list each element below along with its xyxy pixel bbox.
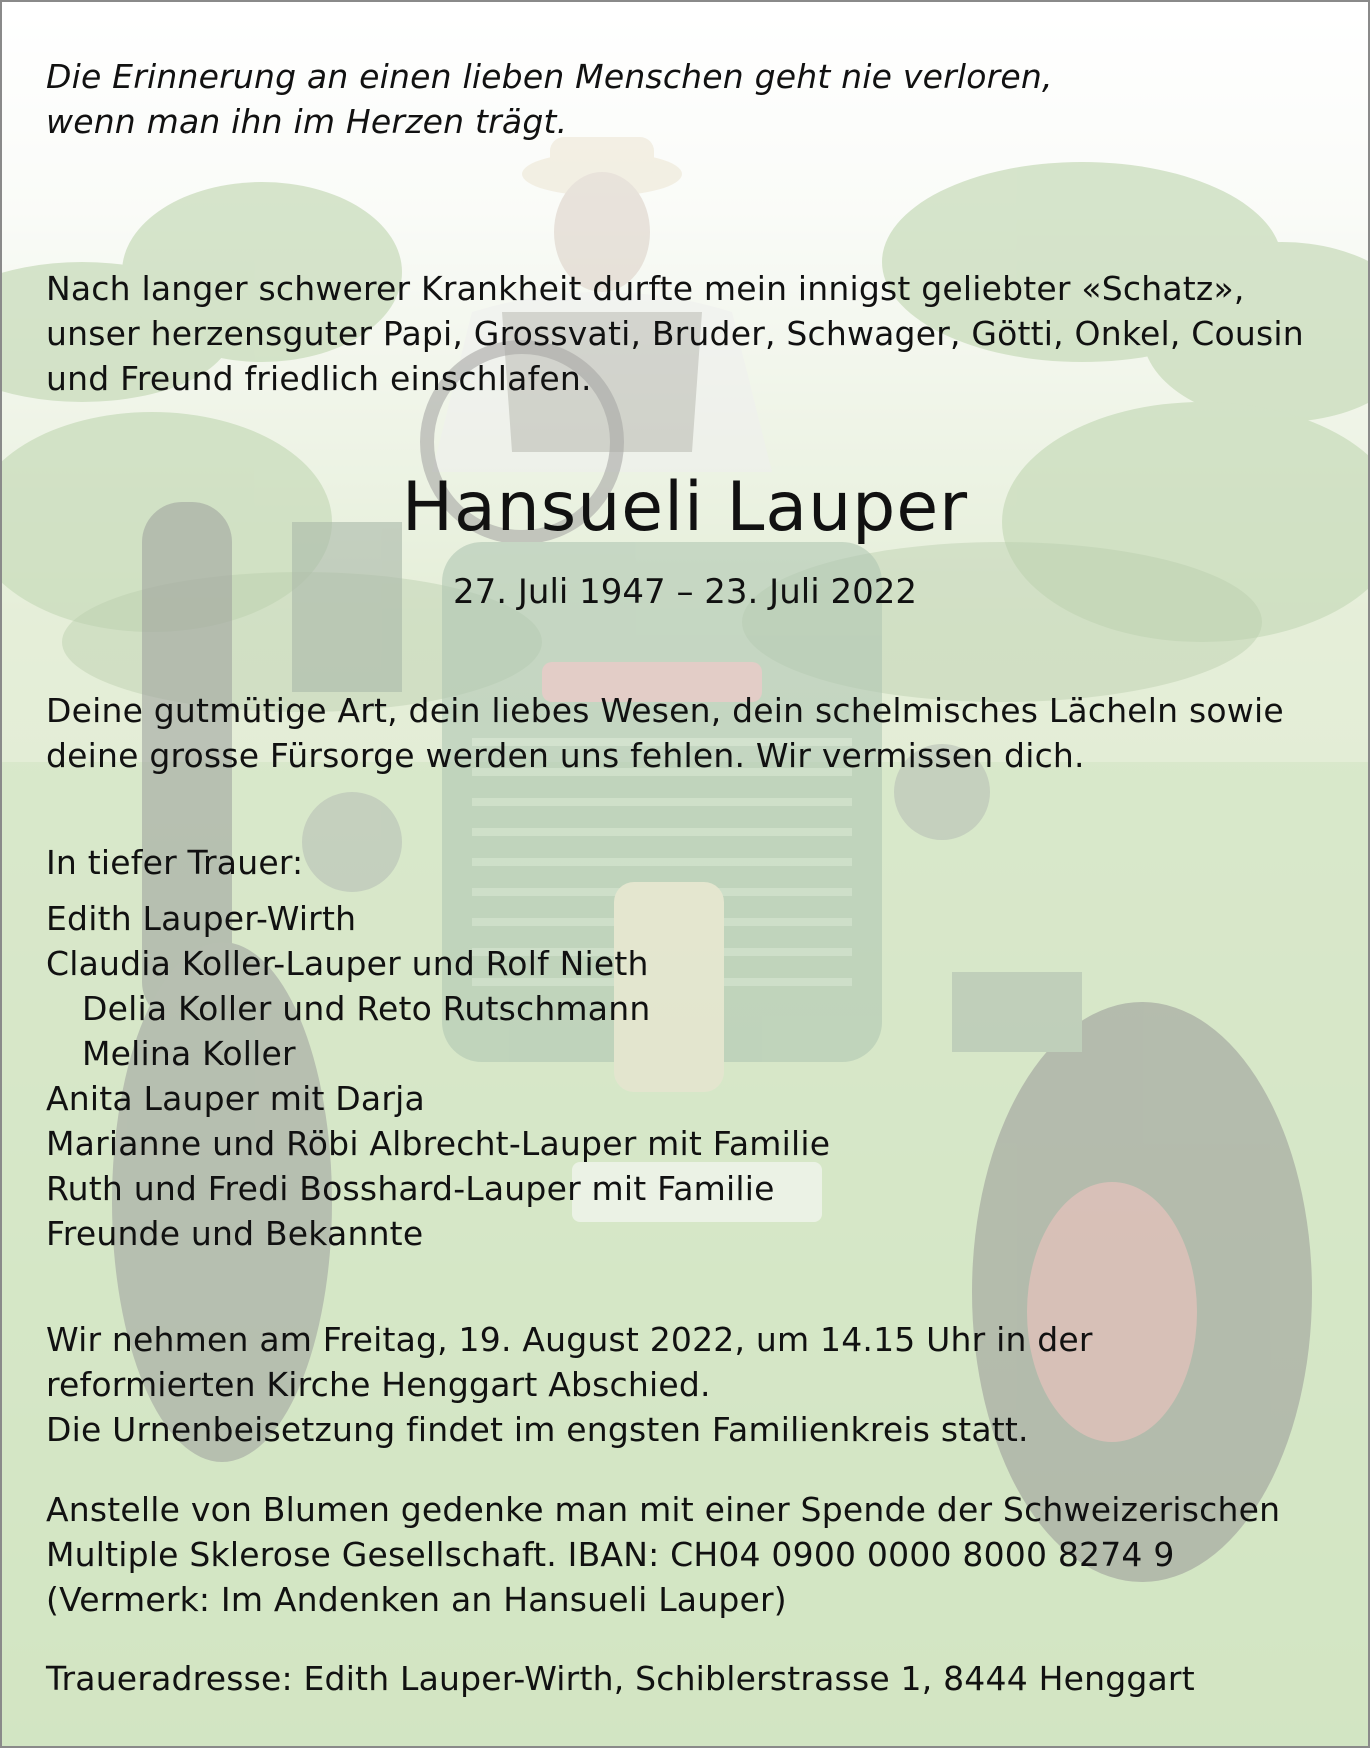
- deceased-name: Hansueli Lauper: [401, 468, 969, 547]
- intro-line: Nach langer schwerer Krankheit durfte mein innigst geliebter «Schatz»,: [46, 269, 1245, 308]
- mourner-entry: Marianne und Röbi Albrecht-Lauper mit Familie: [46, 1124, 831, 1163]
- quote-line: Die Erinnerung an einen lieben Menschen geht nie verloren,: [46, 57, 1053, 96]
- quote-line: wenn man ihn im Herzen trägt.: [46, 102, 568, 141]
- mourner-entry: Claudia Koller-Lauper und Rolf Nieth: [46, 944, 649, 983]
- notice-content: [2, 2, 1368, 1746]
- farewell-line: Wir nehmen am Freitag, 19. August 2022, um 14.15 Uhr in der: [46, 1320, 1093, 1359]
- mourners-list: [46, 896, 830, 1256]
- mourner-entry: Freunde und Bekannte: [46, 1214, 424, 1253]
- mourners-heading: In tiefer Trauer:: [46, 843, 304, 882]
- tribute-line: Deine gutmütige Art, dein liebes Wesen, dein schelmisches Lächeln sowie: [46, 691, 1284, 730]
- donation-line: (Vermerk: Im Andenken an Hansueli Lauper): [46, 1580, 787, 1619]
- donation-line: Anstelle von Blumen gedenke man mit einer Spende der Schweizerischen: [46, 1490, 1281, 1529]
- donation-line: Multiple Sklerose Gesellschaft. IBAN: CH04 0900 0000 8000 8274 9: [46, 1535, 1175, 1574]
- memorial-quote: [46, 54, 1053, 144]
- mourner-entry: Edith Lauper-Wirth: [46, 899, 357, 938]
- farewell-paragraph: [46, 1317, 1093, 1452]
- life-dates: 27. Juli 1947 – 23. Juli 2022: [453, 572, 917, 612]
- tribute-line: deine grosse Fürsorge werden uns fehlen. Wir vermissen dich.: [46, 736, 1085, 775]
- intro-paragraph: [46, 266, 1304, 401]
- mourner-entry: Anita Lauper mit Darja: [46, 1079, 425, 1118]
- mourner-entry: Ruth und Fredi Bosshard-Lauper mit Familie: [46, 1169, 775, 1208]
- farewell-line: reformierten Kirche Henggart Abschied.: [46, 1365, 711, 1404]
- mourner-entry: Delia Koller und Reto Rutschmann: [82, 989, 651, 1028]
- mourner-entry: Melina Koller: [82, 1034, 296, 1073]
- tribute-paragraph: [46, 688, 1284, 778]
- intro-line: und Freund friedlich einschlafen.: [46, 359, 592, 398]
- farewell-line: Die Urnenbeisetzung findet im engsten Familienkreis statt.: [46, 1410, 1029, 1449]
- intro-line: unser herzensguter Papi, Grossvati, Bruder, Schwager, Götti, Onkel, Cousin: [46, 314, 1304, 353]
- donation-paragraph: [46, 1487, 1280, 1622]
- mourning-address: Traueradresse: Edith Lauper-Wirth, Schiblerstrasse 1, 8444 Henggart: [46, 1659, 1195, 1698]
